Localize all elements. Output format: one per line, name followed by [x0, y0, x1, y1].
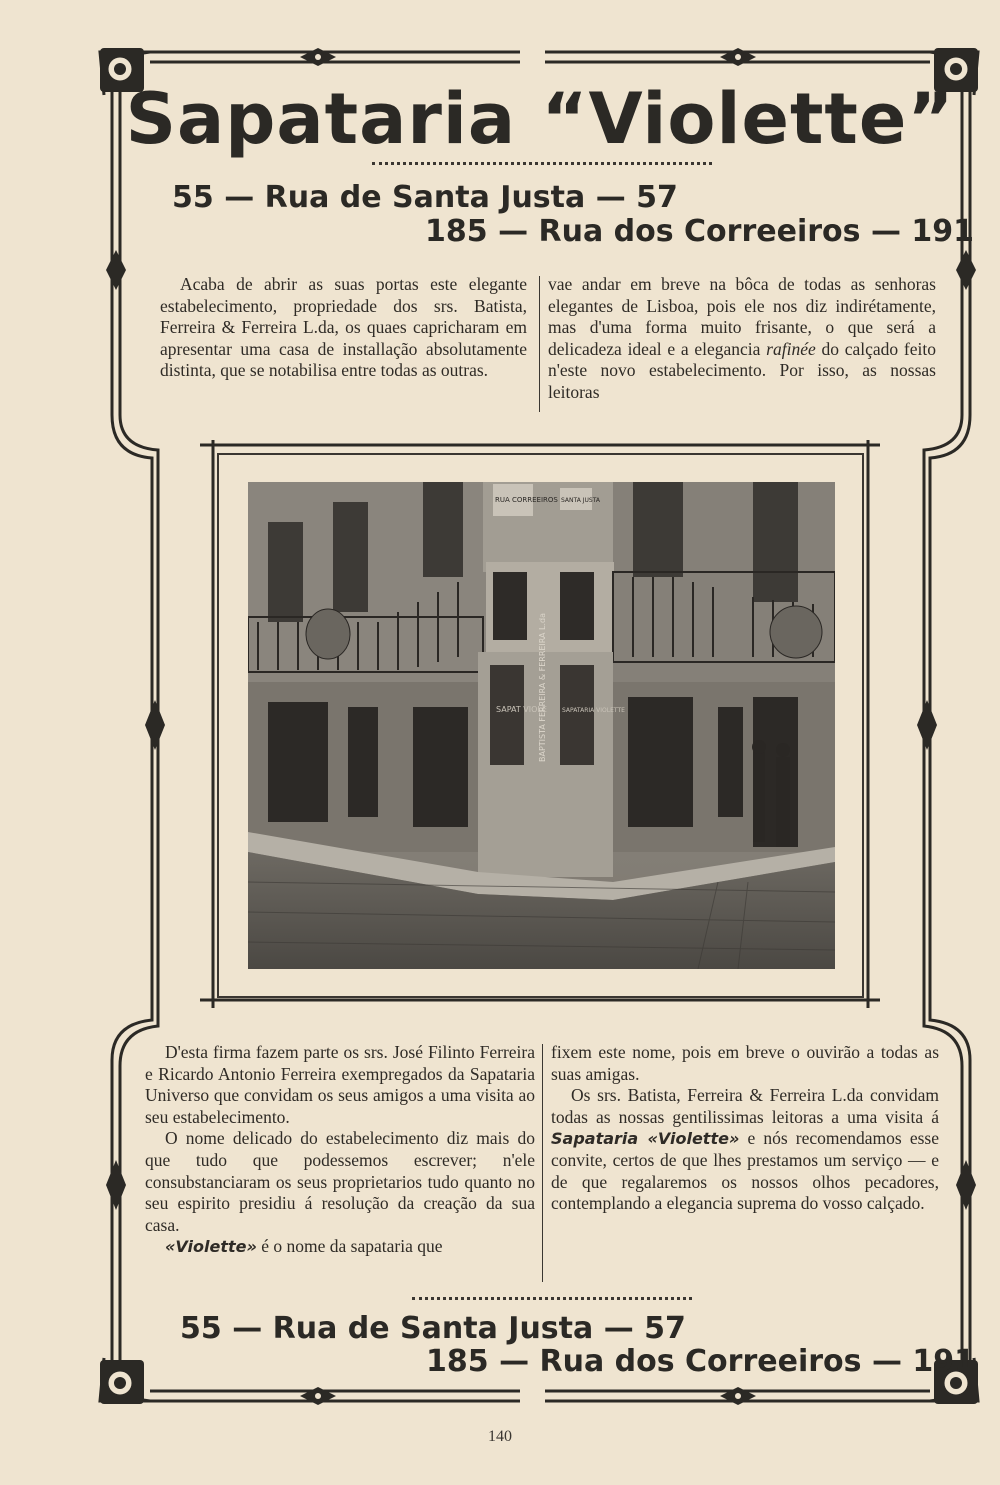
window-left-lettering: SAPAT VIOLE	[496, 705, 547, 714]
body-left-paragraph-3-text: é o nome da sapataria que	[261, 1236, 443, 1257]
intro-left-column	[160, 274, 527, 382]
address-line-2: 185 — Rua dos Correeiros — 191	[425, 214, 975, 249]
footer-address-line-1: 55 — Rua de Santa Justa — 57	[180, 1311, 686, 1346]
footer-address-line-2: 185 — Rua dos Correeiros — 191	[426, 1344, 976, 1379]
intro-left-text: Acaba de abrir as suas portas este elegante estabelecimento, propriedade dos srs. Batista, Ferreira & Ferreira L.da, os quaes capricharam em apresentar uma casa de installação absolutamente distinta, que se notabilisa entre todas as outras.	[160, 274, 527, 381]
body-right-column	[551, 1042, 939, 1215]
pillar-lettering: BAPTISTA FERREIRA & FERREIRA L.da	[538, 612, 547, 762]
body-left-paragraph-1: D'esta firma fazem parte os srs. José Filinto Ferreira e Ricardo Antonio Ferreira exempregados da Sapataria Universo que convidam os seus amigos a uma visita ao seu estabelecimento.	[145, 1042, 535, 1127]
shop-name-emphasis: «Violette»	[165, 1237, 257, 1257]
column-divider-bottom	[542, 1044, 543, 1282]
intro-right-text-b: do calçado feito n'este novo estabelecimento. Por isso, as nossas leitoras	[548, 338, 936, 402]
body-right-paragraph-2	[551, 1085, 939, 1215]
body-left-paragraph-2: O nome delicado do estabelecimento diz mais do que tudo que podessemos escrever; n'ele consubstanciaram os seus proprietarios tudo quanto no seu espirito presidiu á resolução da creação da sua casa.	[145, 1128, 535, 1235]
intro-right-column	[548, 274, 936, 404]
storefront-illustration	[248, 482, 835, 969]
address-line-1: 55 — Rua de Santa Justa — 57	[172, 180, 678, 215]
body-right-paragraph-2-text-b: e nós recomendamos esse convite, certos de que lhes prestamos um serviço — e de que regalaremos os nossos olhos pecadores, contemplando a elegancia suprema do vosso calçado.	[551, 1128, 939, 1214]
storefront-photo	[248, 482, 835, 969]
body-left-column	[145, 1042, 535, 1258]
title-dotted-rule	[372, 162, 712, 165]
column-divider-top	[539, 276, 540, 412]
footer-dotted-rule	[412, 1297, 692, 1300]
body-right-paragraph-2-text-a: Os srs. Batista, Ferreira & Ferreira L.da convidam todas as nossas gentilissimas leitoras a uma visita á	[551, 1085, 939, 1127]
body-left-paragraph-3	[145, 1236, 535, 1258]
page-number: 140	[488, 1428, 512, 1445]
page-title: Sapataria “Violette”	[125, 78, 955, 160]
window-right-lettering: SAPATARIA VIOLETTE	[562, 707, 625, 714]
body-right-paragraph-1: fixem este nome, pois em breve o ouvirão a todas as suas amigas.	[551, 1042, 939, 1084]
intro-right-emphasis: rafinée	[766, 338, 816, 359]
shop-name-emphasis-2: Sapataria «Violette»	[551, 1129, 740, 1149]
side-street-sign: SANTA JUSTA	[561, 497, 600, 504]
intro-right-text-a: vae andar em breve na bôca de todas as senhoras elegantes de Lisboa, pois ele nos diz indirétamente, mas d'uma forma muito frisante, o que será a delicadeza ideal e a elegancia	[548, 274, 936, 359]
intro-right-paragraph	[548, 274, 936, 404]
corner-street-sign: RUA CORREEIROS	[495, 496, 558, 504]
